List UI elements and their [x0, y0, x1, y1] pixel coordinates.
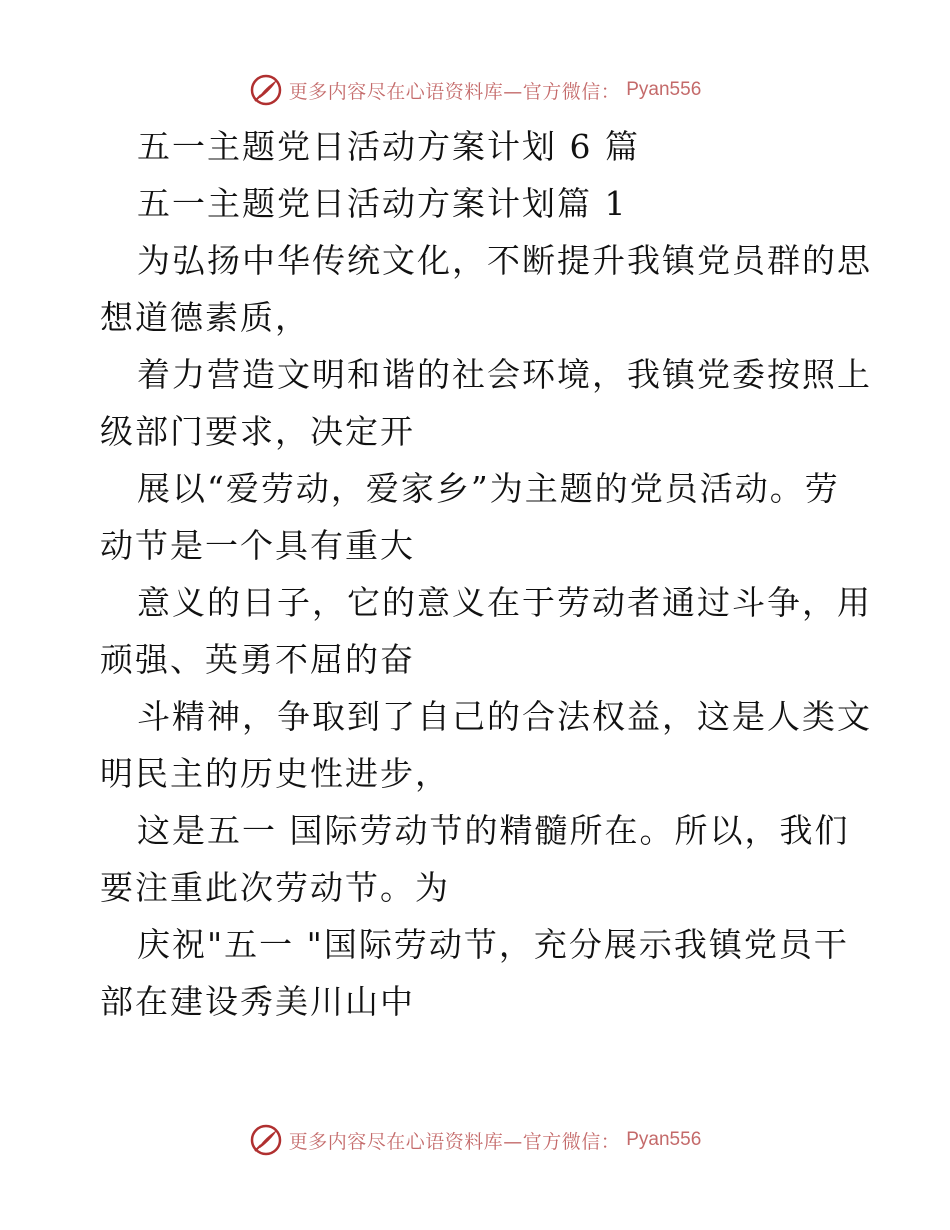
section-heading: 五一主题党日活动方案计划篇 1: [137, 184, 628, 223]
paragraph-line: 着力营造文明和谐的社会环境，我镇党委按照上: [137, 355, 872, 394]
paragraph-line: 这是五一 国际劳动节的精髓所在。所以，我们: [137, 811, 850, 850]
quill-circle-icon: [249, 73, 283, 107]
paragraph-line: 顽强、英勇不屈的奋: [100, 640, 415, 679]
footer-watermark: [0, 1120, 950, 1160]
watermark-wechat-id: Pyan556: [626, 79, 702, 100]
paragraph-line: 庆祝"五一 "国际劳动节，充分展示我镇党员干: [137, 925, 849, 964]
quill-circle-icon: [249, 1123, 283, 1157]
paragraph-line: 想道德素质，: [100, 298, 310, 337]
paragraph-line: 明民主的历史性进步，: [100, 754, 450, 793]
document-title: 五一主题党日活动方案计划 6 篇: [137, 127, 640, 166]
watermark-text: 更多内容尽在心语资料库—官方微信：: [288, 1130, 621, 1153]
watermark-text: 更多内容尽在心语资料库—官方微信：: [288, 80, 621, 103]
paragraph-line: 要注重此次劳动节。为: [100, 868, 450, 907]
paragraph-line: 斗精神，争取到了自己的合法权益，这是人类文: [137, 697, 872, 736]
watermark-wechat-id: Pyan556: [626, 1129, 702, 1150]
paragraph-line: 动节是一个具有重大: [100, 526, 415, 565]
document-body: [100, 118, 872, 1030]
header-watermark: [0, 70, 950, 110]
paragraph-line: 意义的日子，它的意义在于劳动者通过斗争，用: [137, 583, 872, 622]
paragraph-line: 部在建设秀美川山中: [100, 982, 415, 1021]
paragraph-line: 展以“爱劳动，爱家乡”为主题的党员活动。劳: [137, 469, 840, 508]
paragraph-line: 为弘扬中华传统文化，不断提升我镇党员群的思: [137, 241, 872, 280]
paragraph-line: 级部门要求，决定开: [100, 412, 415, 451]
